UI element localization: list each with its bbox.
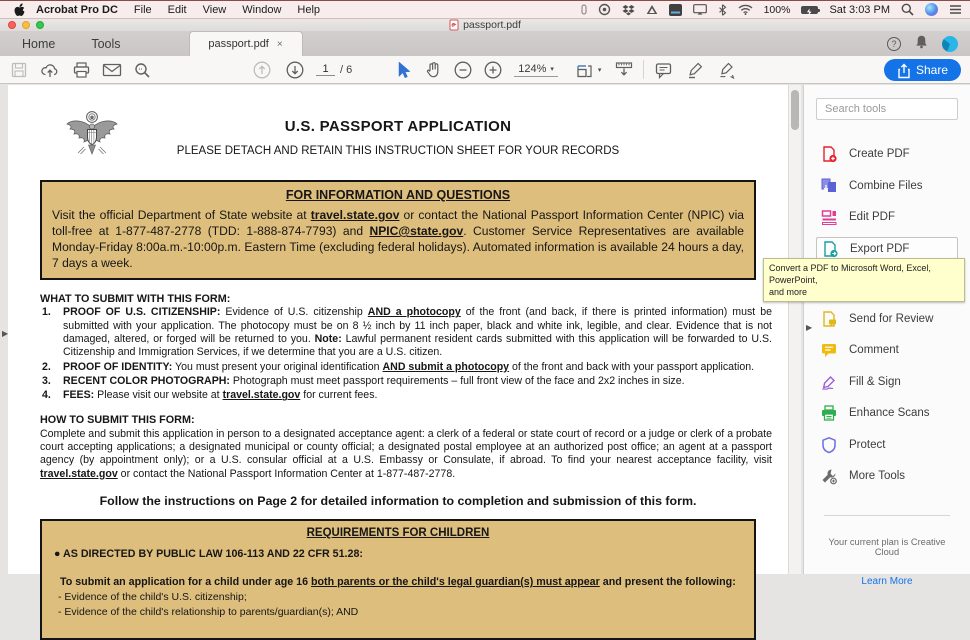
tool-label: Fill & Sign [849, 375, 901, 388]
text-emphasis: both parents or the child's legal guardian(s) must appear [311, 576, 600, 589]
link-travel-state-gov[interactable]: travel.state.gov [310, 208, 400, 222]
doc-tab-label: passport.pdf [208, 38, 269, 50]
window-title [0, 19, 970, 31]
expand-left-panel-icon[interactable]: ▶ [2, 329, 9, 338]
note-label: Note: [314, 333, 342, 345]
item-number: 4. [42, 389, 51, 402]
find-button[interactable] [129, 58, 155, 82]
zoom-level-dropdown[interactable] [514, 62, 558, 77]
tool-label: More Tools [849, 470, 906, 482]
zoom-in-button[interactable] [480, 58, 506, 82]
previous-page-button[interactable] [249, 58, 275, 82]
pdf-page [8, 85, 788, 619]
bluetooth-icon[interactable] [718, 4, 727, 16]
vertical-scrollbar[interactable] [788, 85, 801, 574]
list-item [40, 361, 772, 374]
protect-icon [820, 436, 838, 454]
info-box-title: FOR INFORMATION AND QUESTIONS [285, 188, 511, 202]
window-titlebar [0, 18, 970, 31]
link-travel-state-gov[interactable]: travel.state.gov [222, 389, 301, 402]
item-lead: RECENT COLOR PHOTOGRAPH: [63, 375, 230, 388]
sidebar-tool-enhance-scans[interactable] [816, 401, 958, 425]
more-tools-icon [820, 467, 838, 485]
list-item: - Evidence of the child's U.S. citizenship; [58, 591, 247, 604]
battery-icon[interactable] [801, 6, 818, 14]
great-seal-eagle-image [64, 109, 120, 168]
how-to-submit-heading: HOW TO SUBMIT THIS FORM: [40, 413, 195, 426]
info-questions-box [40, 180, 756, 280]
macos-menubar [0, 0, 970, 18]
text-segment: or contact the National Passport Information Center at 1-877-487-2778. [117, 467, 456, 480]
chevron-down-icon: ▾ [550, 66, 554, 73]
page-display-button[interactable] [572, 58, 598, 82]
highlight-tool-button[interactable] [682, 58, 708, 82]
text-segment: Lawful permanent resident cards submitted with this application will be forwarded to U.S. Citizenship and Immigration Services, if we determine that you are a U.S. citizen. [63, 333, 772, 359]
toolbar-divider [643, 60, 644, 79]
tool-label: Combine Files [849, 179, 923, 192]
link-npic-email[interactable]: NPIC@state.gov [369, 224, 464, 239]
list-item [40, 306, 772, 359]
help-icon[interactable]: ? [887, 37, 901, 51]
close-tab-icon[interactable]: × [276, 38, 283, 50]
zoom-level-value: 124% [518, 63, 547, 75]
select-tool-button[interactable] [390, 58, 416, 82]
sidebar-tool-export-pdf[interactable] [816, 237, 958, 261]
sidebar-tool-comment[interactable] [816, 338, 958, 362]
menu-window[interactable]: Window [242, 3, 282, 16]
drive-triangle-icon[interactable] [646, 4, 658, 15]
text-segment: Please visit our website at [94, 389, 223, 402]
cloud-upload-button[interactable] [37, 58, 63, 82]
spotlight-search-icon[interactable] [901, 3, 914, 16]
comment-tool-button[interactable] [650, 58, 676, 82]
fill-sign-tool-button[interactable] [714, 58, 740, 82]
active-app-name[interactable]: Acrobat Pro DC [36, 3, 118, 16]
create-pdf-icon [820, 145, 838, 163]
dark-app-icon[interactable] [669, 4, 682, 16]
acrobat-tabbar [0, 31, 970, 56]
document-title: U.S. PASSPORT APPLICATION [284, 118, 512, 135]
text-emphasis: AND submit a photocopy [382, 360, 510, 373]
window-title-text: passport.pdf [463, 19, 521, 31]
notifications-bell-icon[interactable] [914, 34, 929, 54]
sidebar-tool-protect[interactable] [816, 433, 958, 457]
notification-center-icon[interactable] [949, 4, 962, 15]
text-segment: Visit the official Department of State website at [52, 208, 311, 222]
list-item [40, 375, 772, 388]
requirements-for-children-box [40, 519, 756, 640]
document-subtitle: PLEASE DETACH AND RETAIN THIS INSTRUCTION SHEET FOR YOUR RECORDS [176, 145, 620, 157]
tool-label: Enhance Scans [849, 407, 930, 419]
apple-menu-icon[interactable] [14, 3, 26, 17]
tool-label: Protect [849, 438, 886, 451]
link-travel-state-gov[interactable]: travel.state.gov [40, 467, 118, 480]
child-application-line [60, 576, 742, 588]
item-number: 3. [42, 375, 51, 388]
print-button[interactable] [68, 58, 94, 82]
scrollbar-thumb[interactable] [791, 90, 799, 130]
share-button[interactable] [884, 59, 961, 81]
text-segment: Complete and submit this application in person to a designated acceptance agent: a clerk of a federal or state court of record or a judge or clerk of a probate court accepting applications; a designated municipal or county official; a designated postal employee at an authorized post office; an agent at a passport agency (by appointment only); or a U.S. consular official at a U.S. Embassy or Consulate, if abroad. To find your nearest acceptance facility, visit [40, 427, 772, 467]
tool-label: Comment [849, 344, 899, 356]
status-capsule-icon[interactable] [581, 4, 587, 15]
sidebar-divider [824, 515, 950, 516]
comment-icon [820, 341, 838, 359]
wifi-icon[interactable] [738, 4, 753, 15]
account-avatar[interactable] [942, 36, 958, 52]
fit-width-button[interactable] [611, 58, 637, 82]
text-segment: To submit an application for a child under age 16 [60, 576, 311, 589]
children-box-title: REQUIREMENTS FOR CHILDREN [306, 527, 490, 540]
email-button[interactable] [99, 58, 125, 82]
search-tools-input[interactable] [816, 98, 958, 120]
item-number: 1. [42, 306, 51, 319]
menu-file[interactable]: File [133, 3, 152, 16]
status-cloud-app-icon[interactable] [598, 3, 611, 16]
tool-label: Edit PDF [849, 211, 896, 223]
plan-text: Your current plan is Creative Cloud [828, 537, 946, 557]
tab-tools[interactable]: Tools [91, 36, 121, 51]
page-number-input[interactable] [316, 63, 335, 76]
display-airplay-icon[interactable] [693, 4, 707, 15]
text-emphasis: AND a photocopy [367, 306, 461, 319]
menu-view[interactable]: View [202, 3, 227, 16]
send-for-review-icon [820, 310, 838, 328]
chevron-down-icon: ▾ [597, 66, 602, 74]
menu-help[interactable]: Help [297, 3, 321, 16]
pdf-file-icon [449, 19, 459, 31]
share-icon [897, 63, 910, 78]
follow-instructions-line: Follow the instructions on Page 2 for detailed information to completion and submission of this form. [99, 494, 697, 509]
fill-sign-icon [820, 373, 838, 391]
main-content [0, 85, 970, 619]
tooltip-line: and more [769, 287, 808, 298]
siri-icon[interactable] [925, 3, 938, 16]
tool-label: Create PDF [849, 148, 910, 160]
export-pdf-icon [821, 240, 839, 258]
text-segment: You must present your original identification [172, 360, 383, 373]
what-to-submit-list [40, 306, 772, 402]
export-pdf-tooltip [763, 258, 965, 302]
public-law-bullet: ● AS DIRECTED BY PUBLIC LAW 106-113 AND 22 CFR 51.28: [54, 548, 363, 561]
next-page-button[interactable] [282, 58, 308, 82]
tab-home[interactable]: Home [22, 36, 56, 51]
tool-label: Export PDF [850, 242, 910, 255]
menubar-clock[interactable]: Sat 3:03 PM [829, 3, 890, 16]
tab-passport-pdf[interactable] [189, 31, 303, 56]
text-segment: or contact the National Passport Information Center (NPIC) via toll-free at 1-877-487-2778 (TDD: 1-888-874-7793) and [52, 208, 744, 239]
text-segment: of the front and back with your passport application. [509, 360, 755, 373]
hand-tool-button[interactable] [420, 58, 446, 82]
learn-more-link[interactable]: Learn More [861, 576, 913, 587]
sidebar-tool-combine-files[interactable] [816, 174, 958, 198]
sidebar-tool-send-for-review[interactable] [816, 307, 958, 331]
tools-sidebar [803, 85, 970, 587]
item-lead: PROOF OF U.S. CITIZENSHIP: [63, 306, 221, 319]
combine-files-icon [820, 177, 838, 195]
battery-percentage: 100% [763, 3, 791, 16]
tool-label: Send for Review [849, 312, 934, 325]
list-item: - Evidence of the child's relationship to parents/guardian(s); AND [58, 606, 359, 619]
item-lead: PROOF OF IDENTITY: [63, 360, 173, 373]
collapse-right-panel-icon[interactable]: ▶ [806, 323, 813, 332]
info-box-paragraph [52, 207, 744, 271]
text-segment: . Customer Service Representatives are available Monday-Friday 8:00a.m.-10:00p.m. Eastern Time (excluding federal holidays). Automated information is available 24 hours a day, 7 days a week. [52, 224, 745, 271]
zoom-out-button[interactable] [450, 58, 476, 82]
text-segment: of the front (and back, if there is printed information) must be submitted with your application. The photocopy must be on 8 ½ inch by 11 inch paper, black and white ink, legible, and clear. Evidence that is not damaged, altered, or forged will be returned to you. [63, 306, 772, 345]
how-to-submit-paragraph [40, 428, 772, 481]
sidebar-tool-edit-pdf[interactable] [816, 205, 958, 229]
text-segment: and present the following: [599, 576, 736, 589]
what-to-submit-heading: WHAT TO SUBMIT WITH THIS FORM: [40, 293, 231, 306]
page-total-label: / 6 [340, 63, 353, 76]
tooltip-line: Convert a PDF to Microsoft Word, Excel, PowerPoint, [769, 263, 931, 286]
list-item [40, 389, 772, 402]
dropbox-icon[interactable] [622, 4, 635, 16]
edit-pdf-icon [820, 208, 838, 226]
menu-edit[interactable]: Edit [167, 3, 187, 16]
acrobat-toolbar [0, 56, 970, 84]
text-segment: Photograph must meet passport requirements – full front view of the face and 2x2 inches in size. [229, 375, 685, 388]
sidebar-tool-create-pdf[interactable] [816, 142, 958, 166]
item-number: 2. [42, 360, 51, 373]
document-area [0, 85, 803, 619]
enhance-scans-icon [820, 404, 838, 422]
sidebar-tool-fill-sign[interactable] [816, 370, 958, 394]
sidebar-tool-more-tools[interactable] [816, 464, 958, 488]
item-lead: FEES: [63, 389, 95, 402]
share-button-label: Share [915, 63, 948, 77]
text-segment: for current fees. [300, 389, 378, 402]
save-button[interactable] [6, 58, 32, 82]
text-segment: Evidence of U.S. citizenship [220, 306, 368, 319]
